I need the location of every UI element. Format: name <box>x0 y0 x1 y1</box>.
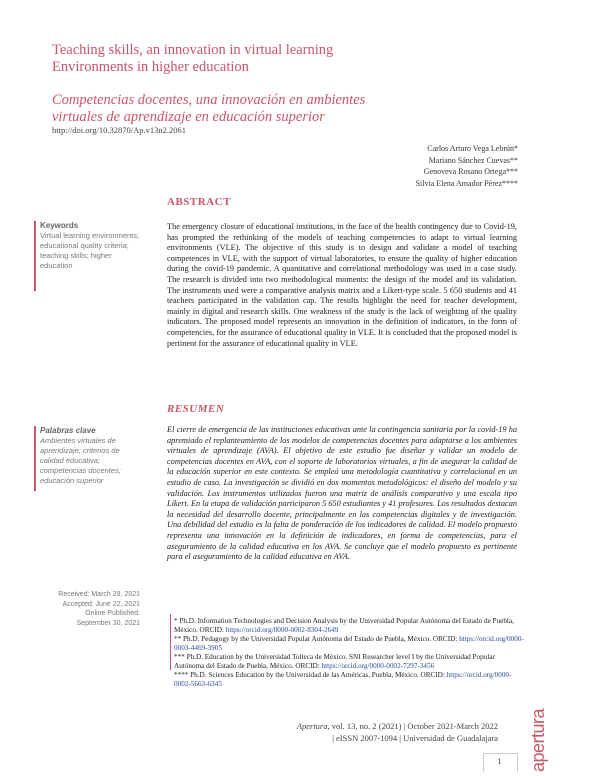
doi-link[interactable]: http://doi.org/10.32870/Ap.v13n2.2061 <box>52 125 186 135</box>
date-line: Received: March 29, 2021 <box>58 591 140 598</box>
title-spanish: Competencias docentes, una innovación en ambientes virtuales de aprendizaje en educación superior <box>52 92 366 125</box>
date-line: Accepted: June 22, 2021 <box>62 600 140 608</box>
abstract-heading: ABSTRACT <box>167 196 231 208</box>
journal-name: Apertura <box>296 721 328 731</box>
palabras-rule <box>34 426 36 491</box>
abstract-text: The emergency closure of educational institutions, in the face of the health contingency due to Covid-19, has prompted the rethinking of the models of teaching competencies to adapt to virtual learning environments (VLE). The objective of this study is to design and validate a model of teaching competences in VLE, with the support of virtual laboratories, to ensure the quality of higher education during the covid-19 pandemic. A quantitative and correlational methodology was used in a case study. The research is divided into two methodological moments: the design of the model and its validation. The instruments used were a comparative analysis matrix and a Likert-type scale. 5 650 students and 41 teachers participated in the validation cap. The results highlight the need for teacher development, mainly in digital and research skills. One weakness of the study is the lack of weighting of the quality indicators. The proposed model represents an innovation in the definition of indicators, in the form of competencies, for the assurance of educational quality in VLE. It is concluded that the proposed model is pertinent for the assurance of educational quality in VLE. <box>167 222 517 348</box>
orcid-link[interactable]: https://orcid.org/0000-0002-8304-2649 <box>225 626 339 634</box>
author-name: Carlos Arturo Vega Lebrún* <box>427 144 518 153</box>
logo-text: apertura <box>528 708 548 772</box>
orcid-link[interactable]: https://orcid.org/0000-0002-5663-6345 <box>174 671 512 688</box>
keywords-box <box>40 221 145 271</box>
footnote: *** Ph.D. Education by the Universidad Tolteca de México. SNI Researcher level I by the Universidad Popular Autónoma del Estado de Puebla, México. ORCID: https://orcid.org/0000-0002-7297-3456 <box>174 653 495 670</box>
palabras-box <box>40 426 145 486</box>
orcid-link[interactable]: https://orcid.org/0000-0003-4469-3905 <box>174 635 524 652</box>
journal-volume: , vol. 13, no. 2 (2021) | October 2021-March 2022 <box>327 721 498 731</box>
footnote: **** Ph.D. Sciences Education by the Universidad de las Américas, Puebla, México. ORCID: https://orcid.org/0000-0002-5663-6345 <box>174 671 512 688</box>
palabras-label: Palabras clave <box>40 426 96 435</box>
footnote-rule <box>170 614 171 670</box>
keywords-text: Virtual learning environments; educational quality criteria; teaching skills; higher education <box>40 231 140 270</box>
apertura-logo <box>528 672 558 772</box>
orcid-link[interactable]: https://orcid.org/0000-0002-7297-3456 <box>321 662 435 670</box>
title-english: Teaching skills, an innovation in virtual learning Environments in higher education <box>52 42 334 75</box>
date-line: September 30, 2021 <box>76 619 140 627</box>
footnotes <box>174 617 524 689</box>
keywords-rule <box>34 221 36 291</box>
date-line: Online Published: <box>85 610 140 617</box>
resumen-text: El cierre de emergencia de las instituciones educativas ante la contingencia sanitaria por la covid-19 ha apremiado el replanteamiento de los modelos de competencias docentes para adaptarse a los ambientes virtuales de aprendizaje (AVA). El objetivo de este estudio fue diseñar y validar un modelo de competencias docentes en AVA, con el soporte de laboratorios virtuales, a fin de asegurar la calidad de la educación superior en este contexto. Se empleó una metodología cuantitativa y correlacional en un estudio de caso. La investigación se dividió en dos momentos metodológicos: el diseño del modelo y su validación. Los instrumentos utilizados fueron una matriz de análisis comparativo y una escala tipo Likert. En la etapa de validación participaron 5 650 estudiantes y 41 profesores. Los resultados destacan la necesidad del desarrollo docente, principalmente en las competencias digitales y de investigación. Una debilidad del estudio es la falta de ponderación de los indicadores de calidad. El modelo propuesto representa una innovación en la definición de indicadores, en forma de competencias, para el aseguramiento de la calidad educativa en los AVA. Se concluye que el modelo propuesto es pertinente para el aseguramiento de la calidad educativa en AVA. <box>167 425 517 562</box>
author-name: Mariano Sánchez Cuevas** <box>428 155 518 165</box>
journal-info <box>228 720 498 744</box>
resumen-heading: RESUMEN <box>167 403 225 415</box>
journal-issn: | eISSN 2007-1094 | Universidad de Guadalajara <box>332 733 498 743</box>
footnote: * Ph.D. Information Technologies and Decision Analysis by the Universidad Popular Autónoma del Estado de Puebla, México. ORCID: https://orcid.org/0000-0002-8304-2649 <box>174 617 514 634</box>
author-name: Silvia Elena Amador Pérez**** <box>415 178 518 188</box>
page-number: 1 <box>497 757 502 766</box>
footnote: ** Ph.D. Pedagogy by the Universidad Popular Autónoma del Estado de Puebla, México. ORCID: https://orcid.org/0000-0003-4469-3905 <box>174 635 524 652</box>
author-name: Genoveva Rosano Ortega*** <box>423 167 518 176</box>
publication-dates <box>58 590 140 628</box>
keywords-label: Keywords <box>40 221 79 230</box>
palabras-text: Ambientes virtuales de aprendizaje; criterios de calidad educativa; competencias docentes; educación superior <box>40 436 121 485</box>
author-list <box>416 143 518 189</box>
